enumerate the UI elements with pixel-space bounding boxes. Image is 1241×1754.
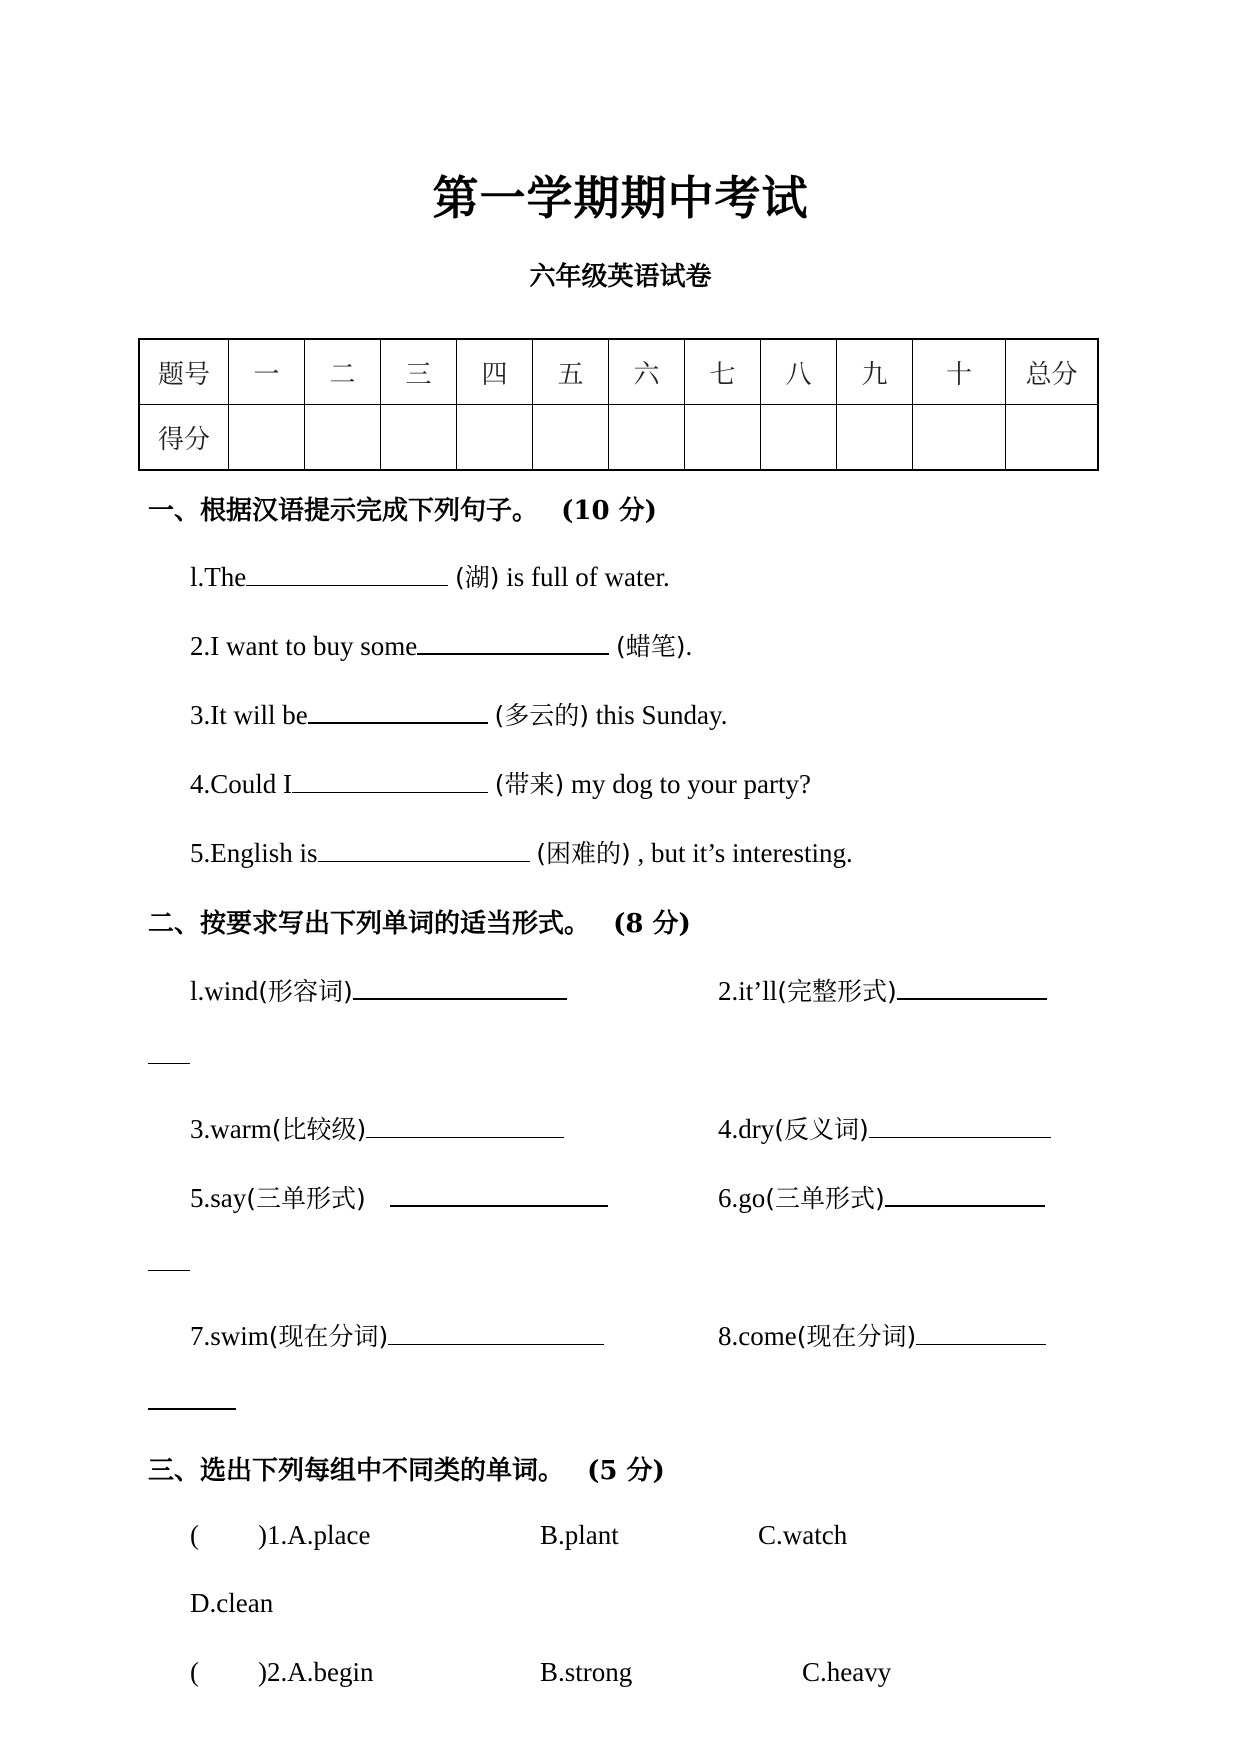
answer-blank[interactable] bbox=[897, 972, 1047, 1000]
chinese-hint: (三单形式) bbox=[246, 1184, 366, 1213]
chinese-hint: (现在分词) bbox=[796, 1322, 917, 1351]
score-header-cell: 总分 bbox=[1006, 339, 1099, 405]
s2-question-4 bbox=[718, 1110, 1051, 1146]
s3-q2-option-a: )2.A.begin bbox=[258, 1657, 374, 1687]
s3-q2-option-b: B.strong bbox=[540, 1657, 633, 1687]
answer-blank[interactable] bbox=[869, 1111, 1051, 1138]
s2-question-6 bbox=[718, 1179, 1045, 1215]
question-text: 8.come bbox=[718, 1321, 797, 1351]
question-text: 6.go bbox=[718, 1183, 766, 1213]
score-cell bbox=[609, 405, 685, 471]
chinese-hint: (完整形式) bbox=[777, 977, 897, 1006]
score-header-cell: 一 bbox=[229, 339, 305, 405]
question-text: 2.I want to buy some bbox=[190, 631, 418, 661]
section1-points: (10 分) bbox=[561, 496, 657, 526]
section2-heading bbox=[148, 903, 691, 940]
answer-blank[interactable] bbox=[318, 835, 530, 862]
section1-heading bbox=[148, 490, 657, 527]
question-text: l.wind bbox=[190, 976, 259, 1006]
question-text: 5.English is bbox=[190, 838, 318, 868]
s1-question-4 bbox=[190, 765, 811, 801]
score-header-cell: 九 bbox=[837, 339, 913, 405]
chinese-hint: (蜡笔) bbox=[615, 632, 686, 661]
answer-blank[interactable] bbox=[885, 1179, 1045, 1207]
score-cell bbox=[305, 405, 381, 471]
chinese-hint: (比较级) bbox=[271, 1115, 367, 1144]
score-cell bbox=[837, 405, 913, 471]
s2-question-3 bbox=[190, 1110, 564, 1146]
question-text: my dog to your party? bbox=[564, 769, 811, 799]
s1-question-1 bbox=[190, 558, 670, 594]
exam-subtitle: 六年级英语试卷 bbox=[529, 262, 712, 292]
answer-blank[interactable] bbox=[390, 1179, 608, 1207]
question-text: this Sunday. bbox=[589, 700, 728, 730]
s3-q2-option-c: C.heavy bbox=[802, 1657, 892, 1687]
score-header-cell: 题号 bbox=[139, 339, 229, 405]
score-header-cell: 八 bbox=[761, 339, 837, 405]
chinese-hint: (反义词) bbox=[774, 1115, 869, 1144]
s3-q1-option-a: )1.A.place bbox=[258, 1520, 371, 1550]
score-row-label: 得分 bbox=[139, 405, 229, 471]
section2-points: (8 分) bbox=[613, 909, 691, 939]
section3-points: (5 分) bbox=[587, 1456, 665, 1486]
answer-blank[interactable] bbox=[308, 696, 488, 724]
s3-q1-option-d: D.clean bbox=[190, 1588, 274, 1618]
answer-blank-continuation bbox=[148, 1407, 236, 1410]
answer-blank[interactable] bbox=[366, 1111, 564, 1138]
question-text: is full of water. bbox=[499, 562, 670, 592]
score-cell bbox=[381, 405, 457, 471]
answer-blank[interactable] bbox=[353, 972, 567, 1000]
chinese-hint: (现在分词) bbox=[268, 1322, 389, 1351]
s3-q1-option-b: B.plant bbox=[540, 1520, 619, 1550]
score-table-header-row bbox=[139, 339, 1098, 405]
score-header-cell: 五 bbox=[533, 339, 609, 405]
question-text: 2.it’ll bbox=[718, 976, 778, 1006]
score-cell bbox=[533, 405, 609, 471]
score-cell bbox=[457, 405, 533, 471]
answer-blank[interactable] bbox=[246, 559, 448, 586]
section3-heading bbox=[148, 1450, 665, 1487]
question-text: 3.It will be bbox=[190, 700, 308, 730]
s1-question-5 bbox=[190, 834, 853, 870]
answer-blank[interactable] bbox=[388, 1318, 604, 1345]
question-text: 4.Could I bbox=[190, 769, 293, 799]
score-cell bbox=[229, 405, 305, 471]
question-text: 4.dry bbox=[718, 1114, 775, 1144]
question-text: , but it’s interesting. bbox=[630, 838, 853, 868]
s2-question-2 bbox=[718, 972, 1047, 1008]
chinese-hint: (多云的) bbox=[494, 701, 589, 730]
score-header-cell: 四 bbox=[457, 339, 533, 405]
chinese-hint: (带来) bbox=[494, 770, 565, 799]
answer-blank[interactable] bbox=[292, 766, 488, 793]
s2-question-1 bbox=[190, 972, 567, 1008]
question-text: l.The bbox=[190, 562, 247, 592]
s3-q1-option-c: C.watch bbox=[758, 1520, 848, 1550]
score-header-cell: 二 bbox=[305, 339, 381, 405]
score-cell bbox=[913, 405, 1006, 471]
score-header-cell: 三 bbox=[381, 339, 457, 405]
score-cell bbox=[685, 405, 761, 471]
score-table bbox=[138, 338, 1099, 471]
exam-title: 第一学期期中考试 bbox=[432, 171, 809, 225]
answer-blank-continuation bbox=[148, 1062, 190, 1064]
score-cell bbox=[1006, 405, 1099, 471]
question-text: 5.say bbox=[190, 1183, 247, 1213]
score-header-cell: 七 bbox=[685, 339, 761, 405]
score-header-cell: 六 bbox=[609, 339, 685, 405]
s2-question-7 bbox=[190, 1317, 604, 1353]
score-cell bbox=[761, 405, 837, 471]
answer-blank-continuation bbox=[148, 1269, 190, 1271]
section1-title: 一、根据汉语提示完成下列句子。 bbox=[148, 496, 539, 526]
answer-blank[interactable] bbox=[417, 627, 609, 655]
chinese-hint: (湖) bbox=[454, 563, 500, 592]
score-header-cell: 十 bbox=[913, 339, 1006, 405]
s2-question-5 bbox=[190, 1179, 608, 1215]
chinese-hint: (三单形式) bbox=[765, 1184, 885, 1213]
s3-q1-paren: ( bbox=[190, 1520, 199, 1550]
question-text: . bbox=[685, 631, 693, 661]
section3-title: 三、选出下列每组中不同类的单词。 bbox=[148, 1456, 565, 1486]
s1-question-3 bbox=[190, 696, 728, 732]
s1-question-2 bbox=[190, 627, 692, 663]
answer-blank[interactable] bbox=[916, 1318, 1046, 1345]
s2-question-8 bbox=[718, 1317, 1046, 1353]
s3-q2-paren: ( bbox=[190, 1657, 199, 1687]
score-table-score-row bbox=[139, 405, 1098, 471]
chinese-hint: (形容词) bbox=[258, 977, 353, 1006]
question-text: 3.warm bbox=[190, 1114, 272, 1144]
question-text: 7.swim bbox=[190, 1321, 269, 1351]
chinese-hint: (困难的) bbox=[536, 839, 631, 868]
section2-title: 二、按要求写出下列单词的适当形式。 bbox=[148, 909, 591, 939]
